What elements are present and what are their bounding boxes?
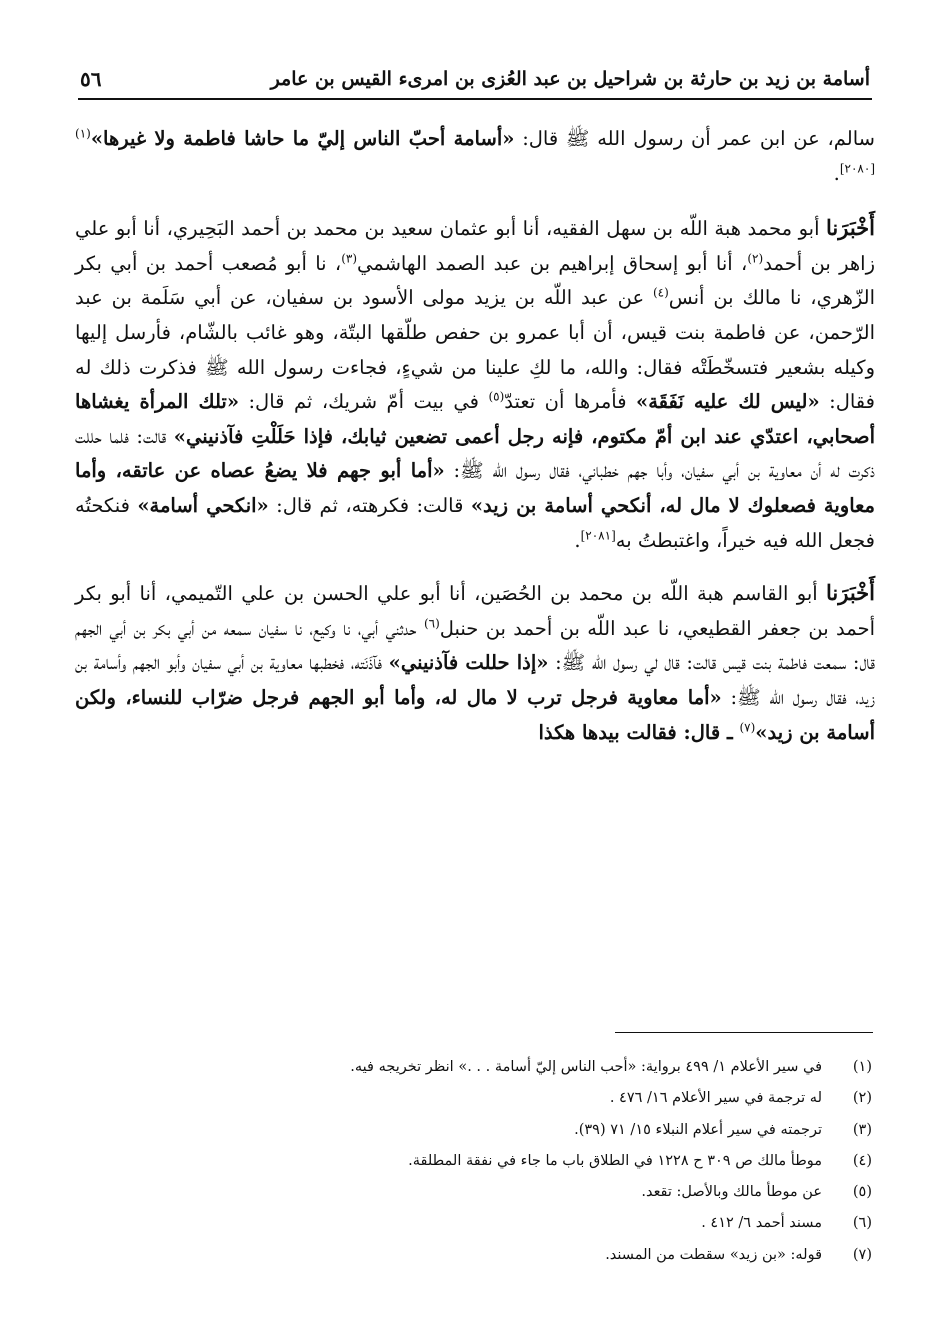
footnote-text: عن موطأ مالك وبالأصل: تقعد.	[641, 1184, 822, 1201]
footnote-item	[120, 1083, 872, 1114]
text-run: ، أنا أبو إسحاق إبراهيم بن عبد الصمد الهاشمي	[357, 251, 748, 275]
footnote-item	[120, 1208, 872, 1239]
page-number: ٥٦	[80, 67, 102, 91]
text-run: سالم، عن ابن عمر أن رسول الله ﷺ قال:	[514, 127, 876, 150]
text-run: فآذَنَته، فخطبها معاوية بن أبي سفيان وأبو الجهم وأسامة بن زيد، فقال رسول الله ﷺ:	[75, 651, 875, 709]
main-text	[75, 122, 875, 768]
paragraph-2	[75, 211, 875, 558]
footnote-ref: (٣)	[341, 251, 358, 266]
text-run: في بيت أمّ شريك، ثم قال:	[239, 390, 489, 414]
footnote-ref: (٤)	[652, 285, 669, 300]
footnote-number: (٤)	[852, 1152, 872, 1169]
hadith-quote: ـ قال: فقالت بيدها هكذا	[538, 720, 740, 744]
footnote-text: له ترجمة في سير الأعلام ١٦/ ٤٧٦ .	[609, 1090, 822, 1107]
text-run: .	[833, 161, 840, 185]
footnote-item	[120, 1052, 872, 1083]
running-header	[80, 62, 870, 96]
text-run: .	[574, 528, 581, 552]
footnote-number: (١)	[852, 1059, 872, 1075]
paragraph-1	[75, 122, 875, 191]
hadith-quote: «أسامة أحبّ الناس إليّ ما حاشا فاطمة ولا غيرها»	[90, 127, 515, 150]
footnote-ref: (٧)	[739, 720, 756, 734]
footnote-number: (٥)	[852, 1184, 872, 1201]
footnote-text: قوله: «بن زيد» سقطت من المسند.	[605, 1246, 822, 1263]
text-run: قالت: فلما حللت ذكرت له أن معاوية بن أبي سفيان، وأبا جهم خطباني، فقال رسول الله ﷺ:	[75, 424, 875, 483]
footnote-rule	[615, 1032, 873, 1033]
header-rule	[78, 98, 872, 100]
hadith-quote: «أما أبو جهم فلا يضعُ عصاه عن عاتقه، وأما معاوية فصعلوك لا مال له، أنكحي أسامة بن زيد»	[75, 459, 875, 517]
text-run: فأمرها أن تعتدّ	[504, 390, 637, 414]
footnote-ref: (١)	[75, 126, 91, 141]
text-run: أبو القاسم هبة اللّه بن محمد بن الحُصَين، أنا أبو علي الحسن بن علي التّميمي، أنا أبو بكر أحمد بن جعفر القطيعي، نا عبد اللّه بن أحمد بن حنبل	[75, 582, 875, 640]
hadith-quote: «أما معاوية فرجل ترب لا مال له، وأما أبو الجهم فرجل ضرّاب للنساء، ولكن أسامة بن زيد»	[75, 685, 875, 744]
akhbarana-lead: أَخْبَرَنا	[826, 215, 875, 241]
text-run: عن عبد اللّه بن يزيد مولى الأسود بن سفيان، عن أبي سَلَمة بن عبد الرّحمن، عن فاطمة بنت قيس، أن أبا عمرو بن حفص طلّقها البتّة، وهو غائب بالشّام، فأرسل إليها وكيله بشعير فتسخّطَتْه فقال: والله، ما لكِ علينا من شيءٍ، فجاءت رسول الله ﷺ فذكرت ذلك له فقال:	[75, 286, 875, 414]
paragraph-3	[75, 576, 875, 750]
footnote-item	[120, 1146, 872, 1177]
footnote-item	[120, 1240, 872, 1271]
footnote-item	[120, 1177, 872, 1208]
footnote-number: (٦)	[852, 1215, 872, 1232]
text-run: أبو محمد هبة اللّه بن سهل الفقيه، أنا أبو عثمان سعيد بن محمد بن أحمد البَحِيري، أنا أبو علي زاهر بن أحمد	[75, 217, 876, 275]
footnote-item	[120, 1115, 872, 1146]
hadith-quote: «تلك المرأة يغشاها أصحابي، اعتدّي عند ابن أمّ مكتوم، فإنه رجل أعمى تضعين ثيابك، فإذا حَلَلْتِ فآذنيني»	[75, 390, 875, 448]
footnote-ref: (٥)	[488, 389, 505, 404]
footnote-text: موطأ مالك ص ٣٠٩ ح ١٢٢٨ في الطلاق باب ما جاء في نفقة المطلقة.	[408, 1152, 822, 1169]
footnote-text: في سير الأعلام ١/ ٤٩٩ برواية: «أحب الناس إليّ أسامة . . .» انظر تخريجه فيه.	[350, 1059, 822, 1075]
running-title: أسامة بن زيد بن حارثة بن شراحيل بن عبد العُزى بن امرىء القيس بن عامر	[270, 68, 870, 90]
footnote-number: (٧)	[852, 1246, 872, 1263]
text-run: فنكحتُه فجعل الله فيه خيراً، واغتبطتُ به	[75, 493, 875, 552]
footnote-text: ترجمته في سير أعلام النبلاء ١٥/ ٧١ (٣٩).	[574, 1121, 822, 1138]
text-run: حدثني أبي، نا وكيع، نا سفيان سمعه من أبي بكر بن أبي الجهم قال: سمعت فاطمة بنت قيس قالت: قال لي رسول الله ﷺ:	[75, 616, 876, 675]
footnote-ref: (٢)	[747, 251, 764, 266]
footnote-number: (٣)	[852, 1121, 872, 1138]
hadith-number: [٢٠٨٠]	[839, 161, 875, 176]
hadith-number: [٢٠٨١]	[580, 528, 616, 543]
footnote-number: (٢)	[852, 1090, 872, 1107]
text-run: ، نا أبو مُصعب أحمد بن أبي بكر الزّهري، نا مالك بن أنس	[75, 251, 875, 310]
footnote-text: مسند أحمد ٦/ ٤١٢ .	[701, 1215, 822, 1232]
text-run: قالت: فكرهته، ثم قال:	[268, 493, 471, 517]
footnotes	[120, 1052, 872, 1271]
hadith-quote: «انكحي أسامة»	[137, 493, 269, 517]
hadith-quote: «ليس لك عليه نَفَقَة»	[636, 390, 820, 414]
akhbarana-lead: أَخْبَرَنا	[826, 580, 875, 606]
footnote-ref: (٦)	[423, 616, 440, 631]
hadith-quote: «إذا حللت فآذنيني»	[388, 651, 549, 675]
